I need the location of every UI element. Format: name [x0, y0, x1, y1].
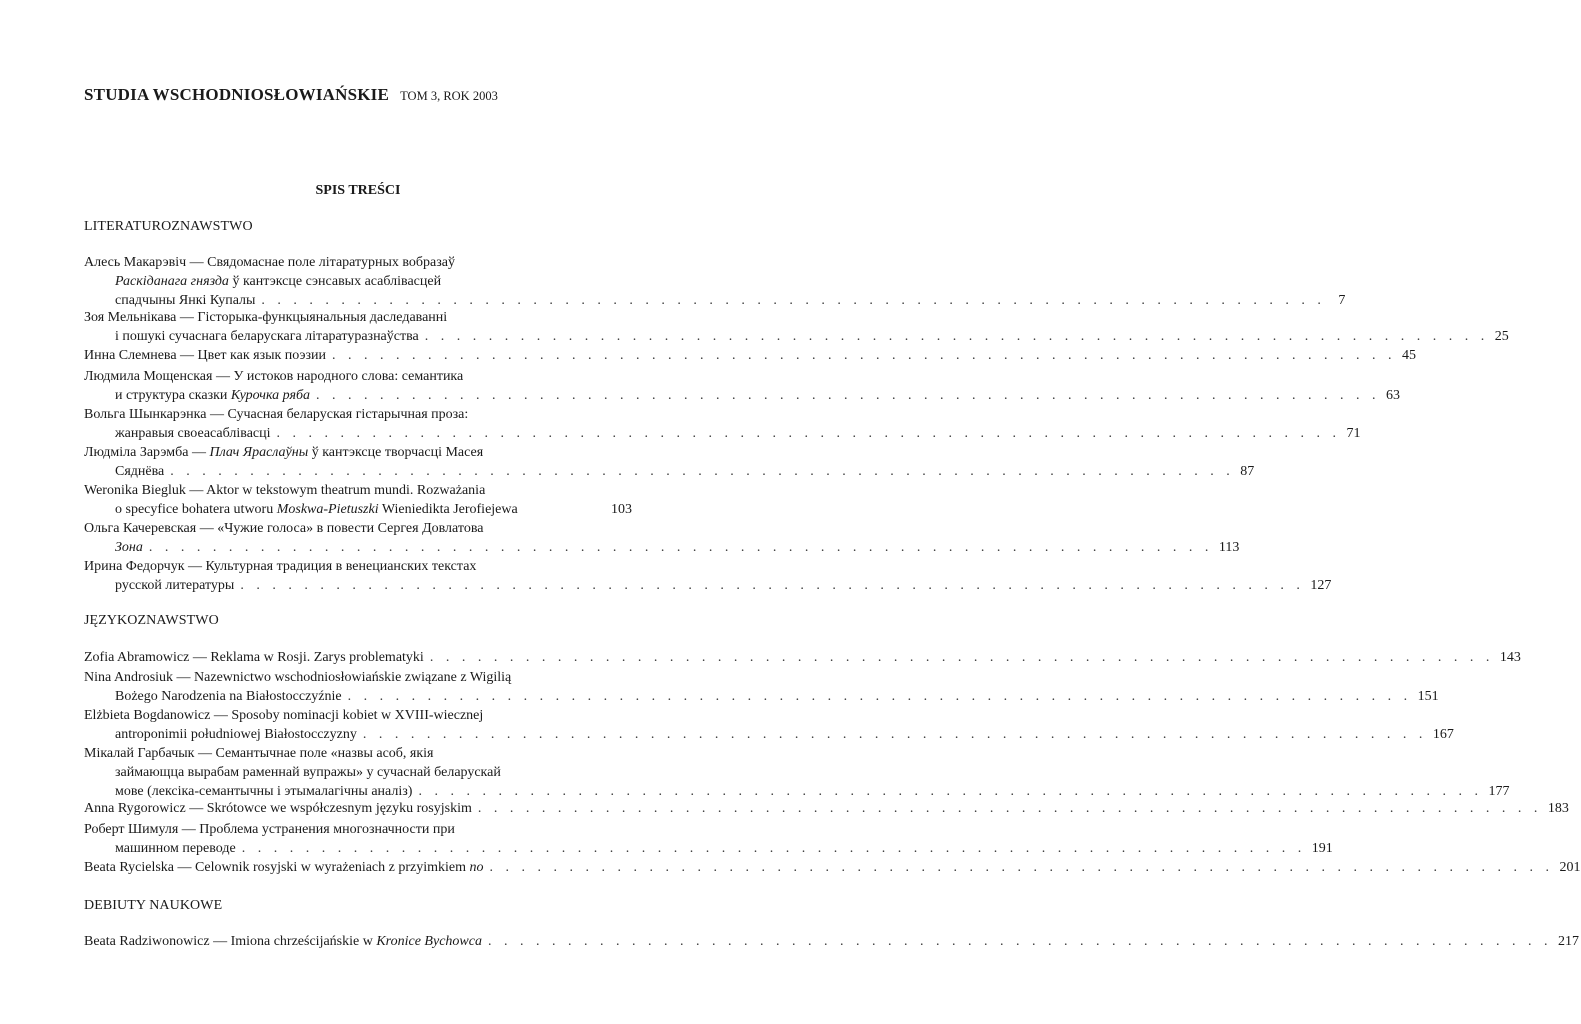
journal-title: STUDIA WSCHODNIOSŁOWIAŃSKIE — [84, 85, 390, 104]
italic-title: Курочка ряба — [230, 388, 311, 403]
entry-line: Инна Слемнева — Цвет как язык поэзии — [84, 348, 326, 363]
dot-leader: . . . . . . . . . . . . . . . . . . . . . . . . . . . . . . . . . . . . . . . . . . . . . . . . . . . . . . . . . . . . . . . . . . . — [418, 784, 1483, 799]
entry-line: Вольга Шынкарэнка — Сучасная беларуская гістарычная проза: — [84, 407, 469, 422]
page-number: 113 — [1218, 540, 1240, 555]
entry-line: займающца вырабам раменнай вупражы» у сучаснай беларускай — [115, 765, 501, 780]
italic-title: Moskwa-Pietuszki — [276, 502, 379, 517]
page-number: 63 — [1386, 388, 1401, 403]
toc-entry[interactable] — [84, 648, 1521, 667]
dot-leader: . . . . . . . . . . . . . . . . . . . . . . . . . . . . . . . . . . . . . . . . . . . . . . . . . . . . . . . . . . . . . . . . . . . — [241, 841, 1306, 856]
italic-title: Плач Яраслаўны — [209, 445, 309, 460]
page-number: 87 — [1240, 464, 1255, 479]
entry-line: Nina Androsiuk — Nazewnictwo wschodniosłowiańskie związane z Wigilią — [84, 670, 512, 685]
toc-entry[interactable] — [84, 744, 1510, 801]
page-number: 71 — [1346, 426, 1361, 441]
toc-entry[interactable] — [84, 367, 1401, 405]
entry-line — [115, 538, 143, 557]
entry-line: русской литературы — [115, 578, 235, 593]
toc-entry[interactable] — [84, 346, 1416, 365]
toc-entry[interactable] — [84, 706, 1454, 744]
toc-entry[interactable] — [84, 308, 1509, 346]
entry-line: Алесь Макарэвіч — Свядомаснае поле літаратурных вобразаў — [84, 255, 455, 270]
entry-line: и структура сказки Курочка ряба — [115, 388, 311, 403]
page-number: 45 — [1402, 348, 1416, 363]
journal-issue: TOM 3, ROK 2003 — [400, 89, 498, 103]
toc-title: SPIS TREŚCI — [315, 183, 401, 198]
entry-line: Сяднёва — [115, 464, 165, 479]
entry-line: і пошукі сучаснага беларускага літаратуразнаўства — [115, 329, 419, 344]
toc-entry[interactable] — [84, 858, 1581, 877]
entry-line: Людміла Зарэмба — Плач Яраслаўны ў кантэксце творчасці Масея — [84, 445, 484, 460]
italic-title: Kronice Bychowca — [376, 934, 482, 949]
toc-entry[interactable] — [84, 799, 1569, 818]
dot-leader: . . . . . . . . . . . . . . . . . . . . . . . . . . . . . . . . . . . . . . . . . . . . . . . . . . . . . . . . . . . . . . . . . . . — [316, 388, 1381, 403]
entry-line: Zofia Abramowicz — Reklama w Rosji. Zarys problematyki — [84, 650, 424, 665]
page-number: 217 — [1557, 934, 1579, 949]
toc-entry[interactable] — [84, 557, 1332, 595]
entry-line: Anna Rygorowicz — Skrótowce we współczesnym języku rosyjskim — [84, 801, 472, 816]
dot-leader: . . . . . . . . . . . . . . . . . . . . . . . . . . . . . . . . . . . . . . . . . . . . . . . . . . . . . . . . . . . . . . . . . . . — [424, 329, 1489, 344]
page-number: 127 — [1310, 578, 1332, 593]
dot-leader: . . . . . . . . . . . . . . . . . . . . . . . . . . . . . . . . . . . . . . . . . . . . . . . . . . . . . . . . . . . . . . . . . . . — [148, 540, 1213, 555]
italic-title: no — [469, 860, 484, 875]
entry-line: Ирина Федорчук — Культурная традиция в венецианских текстах — [84, 559, 477, 574]
dot-leader: . . . . . . . . . . . . . . . . . . . . . . . . . . . . . . . . . . . . . . . . . . . . . . . . . . . . . . . . . . . . . . . . . . . — [347, 689, 1412, 704]
section-heading-jezykoznawstwo: JĘZYKOZNAWSTWO — [84, 613, 219, 628]
dot-leader: . . . . . . . . . . . . . . . . . . . . . . . . . . . . . . . . . . . . . . . . . . . . . . . . . . . . . . . . . . . . . . . . . . . — [332, 348, 1396, 363]
entry-line: спадчыны Янкі Купалы — [115, 293, 256, 308]
section-heading-debiuty-naukowe: DEBIUTY NAUKOWE — [84, 898, 223, 913]
toc-entry[interactable] — [84, 405, 1361, 443]
page-number: 167 — [1432, 727, 1454, 742]
italic-title: Зона — [115, 540, 143, 555]
page-number: 103 — [611, 502, 632, 517]
entry-line: Ольга Качеревская — «Чужие голоса» в повести Сергея Довлатова — [84, 521, 484, 536]
page-number: 191 — [1311, 841, 1333, 856]
page-number: 201 — [1559, 860, 1581, 875]
dot-leader: . . . . . . . . . . . . . . . . . . . . . . . . . . . . . . . . . . . . . . . . . . . . . . . . . . . . . . . . . . . . . . . . . . . — [240, 578, 1305, 593]
italic-title: Раскіданага гнязда — [115, 274, 229, 289]
entry-line: Роберт Шимуля — Проблема устранения многозначности при — [84, 822, 455, 837]
entry-line: Людмила Мощенская — У истоков народного слова: семантика — [84, 369, 464, 384]
toc-entry[interactable] — [84, 519, 1240, 557]
entry-line: Зоя Мельнікава — Гісторыка-функцыянальныя даследаванні — [84, 310, 448, 325]
dot-leader: . . . . . . . . . . . . . . . . . . . . . . . . . . . . . . . . . . . . . . . . . . . . . . . . . . . . . . . . . . . . . . . . . . . — [276, 426, 1341, 441]
page-number: 143 — [1499, 650, 1521, 665]
page-number: 183 — [1547, 801, 1569, 816]
entry-line: машинном переводе — [115, 841, 236, 856]
entry-line: o specyfice bohatera utworu Moskwa-Pietuszki Wieniedikta Jerofiejewa — [115, 502, 518, 517]
entry-line: Раскіданага гнязда ў кантэксце сэнсавых асаблівасцей — [115, 274, 442, 289]
dot-leader: . . . . . . . . . . . . . . . . . . . . . . . . . . . . . . . . . . . . . . . . . . . . . . . . . . . . . . . . . . . . . . . . . . . — [477, 801, 1542, 816]
entry-line: Мікалай Гарбачык — Семантычнае поле «назвы асоб, якія — [84, 746, 434, 761]
toc-entry[interactable] — [84, 820, 1333, 858]
entry-line: Beata Radziwonowicz — Imiona chrześcijańskie w Kronice Bychowca — [84, 934, 482, 949]
entry-line: жанравыя своеасаблівасці — [115, 426, 271, 441]
page-number: 25 — [1494, 329, 1509, 344]
toc-entry[interactable] — [84, 668, 1439, 706]
entry-line: мове (лексіка-семантычны і этымалагічны аналіз) — [115, 784, 413, 799]
entry-line: Elżbieta Bogdanowicz — Sposoby nominacji kobiet w XVIII-wiecznej — [84, 708, 484, 723]
page-number: 177 — [1488, 784, 1510, 799]
dot-leader: . . . . . . . . . . . . . . . . . . . . . . . . . . . . . . . . . . . . . . . . . . . . . . . . . . . . . . . . . . . . . . . . . . . — [487, 934, 1552, 949]
entry-line: Beata Rycielska — Celownik rosyjski w wyrażeniach z przyimkiem no — [84, 860, 484, 875]
dot-leader: . . . . . . . . . . . . . . . . . . . . . . . . . . . . . . . . . . . . . . . . . . . . . . . . . . . . . . . . . . . . . . . . . . . — [489, 860, 1554, 875]
dot-leader: . . . . . . . . . . . . . . . . . . . . . . . . . . . . . . . . . . . . . . . . . . . . . . . . . . . . . . . . . . . . . . . . . . . — [170, 464, 1235, 479]
dot-leader: . . . . . . . . . . . . . . . . . . . . . . . . . . . . . . . . . . . . . . . . . . . . . . . . . . . . . . . . . . . . . . . . . . . — [261, 293, 1326, 308]
journal-header — [84, 85, 498, 105]
dot-leader: . . . . . . . . . . . . . . . . . . . . . . . . . . . . . . . . . . . . . . . . . . . . . . . . . . . . . . . . . . . . . . . . . . . — [429, 650, 1494, 665]
page-number: 151 — [1417, 689, 1439, 704]
section-heading-literaturoznawstwo: LITERATUROZNAWSTWO — [84, 219, 253, 234]
toc-entry[interactable] — [84, 932, 1579, 951]
toc-entry[interactable] — [84, 443, 1255, 481]
toc-entry[interactable] — [84, 253, 1346, 310]
toc-entry[interactable] — [84, 481, 632, 519]
page-number: 7 — [1338, 293, 1346, 308]
entry-line: Weronika Biegluk — Aktor w tekstowym theatrum mundi. Rozważania — [84, 483, 486, 498]
entry-line: antroponimii południowej Białostocczyzny — [115, 727, 357, 742]
dot-leader: . . . . . . . . . . . . . . . . . . . . . . . . . . . . . . . . . . . . . . . . . . . . . . . . . . . . . . . . . . . . . . . . . . . — [362, 727, 1427, 742]
entry-line: Bożego Narodzenia na Białostocczyźnie — [115, 689, 342, 704]
